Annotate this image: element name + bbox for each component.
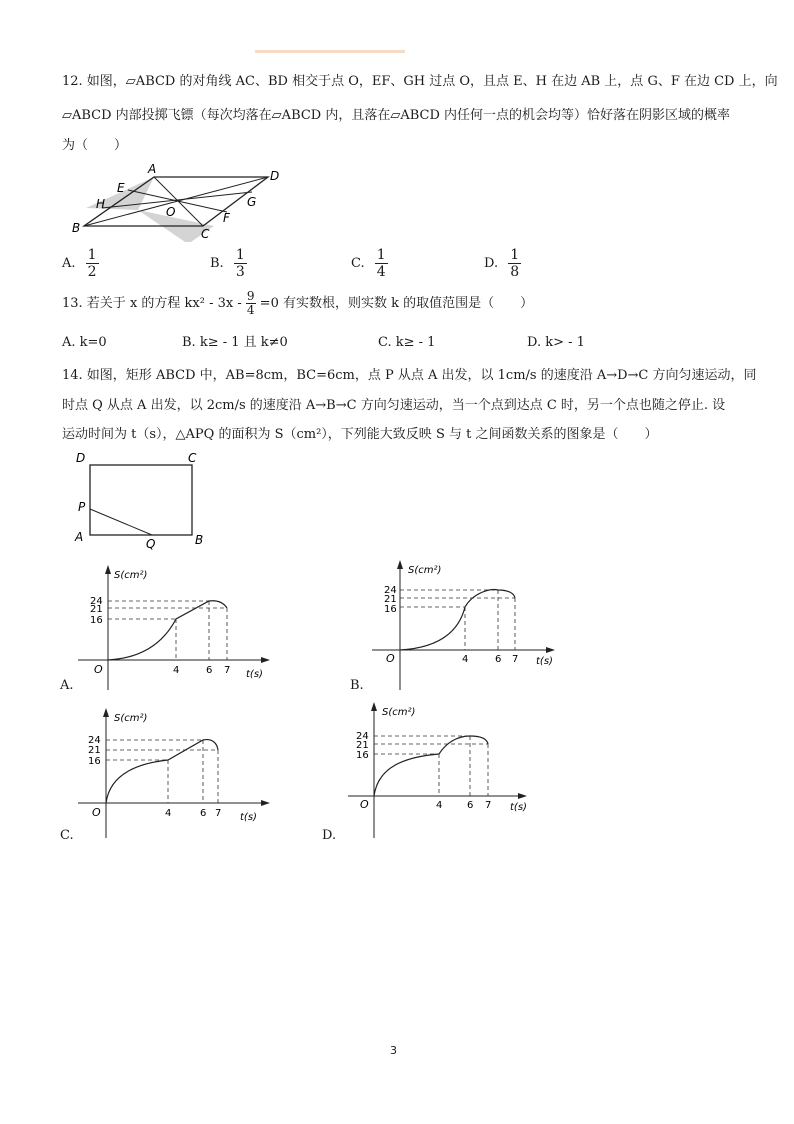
graph-c-xlabel: t(s) bbox=[240, 812, 257, 823]
q12-label-b: B bbox=[72, 221, 81, 235]
graph-a-ytick-16: 16 bbox=[90, 615, 103, 626]
q14-graph-b-svg bbox=[350, 555, 580, 700]
graph-a-xlabel: t(s) bbox=[246, 669, 263, 680]
graph-c-ytick-21: 21 bbox=[88, 745, 101, 756]
graph-a-ytick-21: 21 bbox=[90, 604, 103, 615]
q14-label-d: D bbox=[76, 451, 86, 465]
q14-rectangle-figure bbox=[70, 448, 220, 552]
graph-d-ytick-21: 21 bbox=[356, 740, 369, 751]
q12-text-line-3: 为（ ） bbox=[62, 138, 128, 153]
graph-d-ytick-16: 16 bbox=[356, 750, 369, 761]
graph-b-letter: B. bbox=[350, 678, 364, 693]
graph-c-guides bbox=[106, 740, 218, 803]
q14-label-a: A bbox=[75, 530, 84, 544]
q12-option-d-numerator: 1 bbox=[510, 247, 520, 263]
q14-graph-d-svg bbox=[322, 695, 552, 848]
graph-c-x-arrow bbox=[261, 800, 270, 806]
graph-c-ytick-24: 24 bbox=[88, 735, 101, 746]
q14-label-c: C bbox=[188, 451, 197, 465]
q12-option-a-denominator: 2 bbox=[87, 264, 97, 280]
graph-b-xlabel: t(s) bbox=[536, 656, 553, 667]
graph-b-y-arrow bbox=[397, 560, 403, 569]
q13-option-d[interactable]: D. k> - 1 bbox=[527, 335, 585, 350]
header-decoration-bar bbox=[255, 50, 405, 53]
q12-option-b-denominator: 3 bbox=[235, 264, 245, 280]
graph-d-xtick-4: 4 bbox=[436, 800, 443, 811]
q12-label-a: A bbox=[148, 162, 157, 176]
graph-c-xtick-4: 4 bbox=[165, 808, 172, 819]
q12-option-a-numerator: 1 bbox=[87, 247, 97, 263]
q13-text-post: =0 有实数根，则实数 k 的取值范围是（ ） bbox=[259, 296, 534, 311]
graph-b-ylabel: S(cm²) bbox=[408, 565, 442, 576]
q12-option-c[interactable] bbox=[351, 247, 388, 280]
q12-segment-ef bbox=[128, 190, 227, 212]
q14-rectangle-abcd bbox=[90, 465, 192, 535]
q13-frac-numerator: 9 bbox=[246, 289, 255, 303]
q13-option-a[interactable]: A. k=0 bbox=[62, 335, 107, 350]
graph-d-xtick-7: 7 bbox=[485, 800, 492, 811]
q14-label-q: Q bbox=[146, 537, 156, 551]
q12-label-g: G bbox=[247, 195, 257, 209]
graph-a-letter: A. bbox=[60, 678, 74, 693]
graph-d-ytick-24: 24 bbox=[356, 731, 369, 742]
q12-option-c-numerator: 1 bbox=[376, 247, 386, 263]
graph-b-ytick-21: 21 bbox=[384, 594, 397, 605]
q13-option-c[interactable]: C. k≥ - 1 bbox=[378, 335, 436, 350]
q12-label-c: C bbox=[201, 227, 210, 241]
q14-text-line-3: 运动时间为 t（s），△APQ 的面积为 S（cm²），下列能大致反映 S 与 t 之间函数关系的图象是（ ） bbox=[62, 427, 658, 442]
q12-text-line-1: 12. 如图，▱ABCD 的对角线 AC、BD 相交于点 O，EF、GH 过点 O，且点 E、H 在边 AB 上，点 G、F 在边 CD 上，向 bbox=[62, 74, 778, 89]
graph-b-xtick-6: 6 bbox=[495, 654, 502, 665]
graph-b-origin: O bbox=[386, 652, 395, 665]
graph-c-curve bbox=[106, 740, 218, 803]
q14-graph-d[interactable] bbox=[322, 695, 552, 848]
q12-label-d: D bbox=[270, 169, 280, 183]
q13-frac-denominator: 4 bbox=[246, 303, 255, 317]
graph-d-y-arrow bbox=[371, 702, 377, 711]
graph-b-x-arrow bbox=[546, 647, 555, 653]
q14-graph-a[interactable] bbox=[60, 560, 290, 700]
graph-d-origin: O bbox=[360, 798, 369, 811]
q14-graph-a-svg bbox=[60, 560, 290, 700]
q14-label-b: B bbox=[195, 533, 204, 547]
q13-option-b[interactable]: B. k≥ - 1 且 k≠0 bbox=[182, 335, 288, 350]
graph-b-xtick-4: 4 bbox=[462, 654, 469, 665]
q12-option-c-denominator: 4 bbox=[376, 264, 386, 280]
q14-text-line-2: 时点 Q 从点 A 出发，以 2cm/s 的速度沿 A→B→C 方向匀速运动，当一个点到达点 C 时，另一个点也随之停止. 设 bbox=[62, 398, 726, 413]
graph-a-y-arrow bbox=[105, 565, 111, 574]
q14-label-p: P bbox=[78, 500, 86, 514]
q14-segment-pq bbox=[90, 509, 152, 535]
q14-text-line-1: 14. 如图，矩形 ABCD 中，AB=8cm，BC=6cm，点 P 从点 A 出发，以 1cm/s 的速度沿 A→D→C 方向匀速运动，同 bbox=[62, 368, 757, 383]
graph-d-ylabel: S(cm²) bbox=[382, 707, 416, 718]
q14-graph-c-svg bbox=[60, 703, 290, 848]
q12-label-f: F bbox=[223, 211, 230, 225]
q13-text-pre: 13. 若关于 x 的方程 kx² - 3x - bbox=[62, 296, 242, 311]
q12-option-b[interactable] bbox=[210, 247, 247, 280]
graph-d-xtick-6: 6 bbox=[467, 800, 474, 811]
q12-label-h: H bbox=[96, 197, 106, 211]
page-number: 3 bbox=[390, 1044, 397, 1057]
q12-label-e: E bbox=[117, 181, 125, 195]
q12-text-line-2: ▱ABCD 内部投掷飞镖（每次均落在▱ABCD 内，且落在▱ABCD 内任何一点的机会均等）恰好落在阴影区域的概率 bbox=[62, 108, 731, 123]
q12-label-o: O bbox=[166, 205, 176, 219]
graph-a-ylabel: S(cm²) bbox=[114, 570, 148, 581]
graph-b-xtick-7: 7 bbox=[512, 654, 519, 665]
q12-option-b-letter: B. bbox=[210, 256, 224, 271]
q12-parallelogram-figure bbox=[62, 160, 292, 242]
q13-question bbox=[62, 290, 533, 317]
graph-a-xtick-6: 6 bbox=[206, 665, 213, 676]
graph-b-ytick-16: 16 bbox=[384, 604, 397, 615]
graph-d-guides bbox=[374, 736, 488, 796]
graph-a-xtick-4: 4 bbox=[173, 665, 180, 676]
graph-c-origin: O bbox=[92, 806, 101, 819]
graph-a-x-arrow bbox=[261, 657, 270, 663]
q12-option-a[interactable] bbox=[62, 247, 99, 280]
graph-d-letter: D. bbox=[322, 828, 337, 843]
q14-graph-c[interactable] bbox=[60, 703, 290, 848]
q12-option-c-letter: C. bbox=[351, 256, 365, 271]
graph-c-y-arrow bbox=[103, 708, 109, 717]
graph-a-guides bbox=[108, 601, 227, 660]
graph-c-ylabel: S(cm²) bbox=[114, 713, 148, 724]
graph-b-guides bbox=[400, 590, 515, 650]
graph-a-xtick-7: 7 bbox=[224, 665, 231, 676]
graph-c-letter: C. bbox=[60, 828, 74, 843]
q12-option-d-denominator: 8 bbox=[510, 264, 520, 280]
graph-a-ytick-24: 24 bbox=[90, 596, 103, 607]
q12-option-d[interactable] bbox=[484, 247, 521, 280]
q14-graph-b[interactable] bbox=[350, 555, 580, 700]
graph-c-xtick-6: 6 bbox=[200, 808, 207, 819]
q12-option-b-numerator: 1 bbox=[235, 247, 245, 263]
q12-option-d-letter: D. bbox=[484, 256, 499, 271]
q12-option-a-letter: A. bbox=[62, 256, 76, 271]
graph-c-xtick-7: 7 bbox=[215, 808, 222, 819]
graph-d-xlabel: t(s) bbox=[510, 802, 527, 813]
graph-d-curve bbox=[374, 736, 488, 796]
graph-b-ytick-24: 24 bbox=[384, 585, 397, 596]
graph-a-origin: O bbox=[94, 663, 103, 676]
graph-d-x-arrow bbox=[518, 793, 527, 799]
graph-c-ytick-16: 16 bbox=[88, 756, 101, 767]
